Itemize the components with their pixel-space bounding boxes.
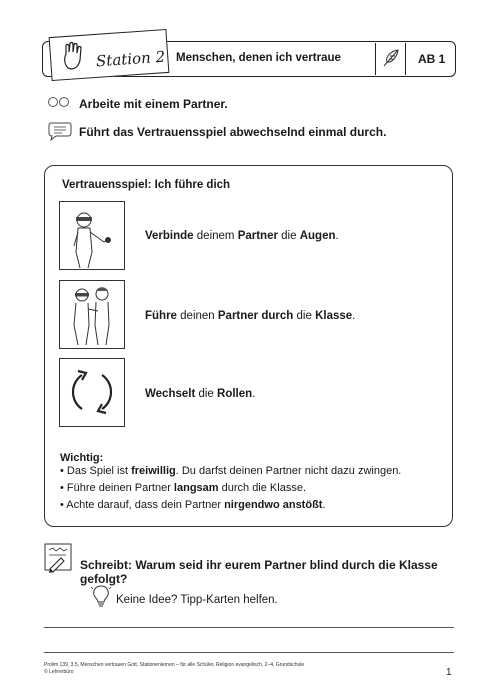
page-title: Menschen, denen ich vertraue bbox=[176, 52, 341, 64]
step-2 bbox=[145, 310, 355, 322]
header-divider bbox=[405, 43, 406, 75]
bold-text: freiwillig bbox=[131, 465, 176, 477]
text: . bbox=[352, 310, 356, 322]
partner-icon bbox=[47, 96, 71, 108]
rotate-arrows-icon bbox=[60, 359, 124, 426]
feather-icon bbox=[381, 47, 401, 69]
guiding-picture bbox=[59, 280, 125, 349]
step-3 bbox=[145, 388, 255, 400]
footer-line-2: © Lehrerbüro bbox=[44, 668, 74, 675]
instruction-game: Führt das Vertrauensspiel abwechselnd einmal durch. bbox=[79, 125, 387, 139]
bullet-1 bbox=[60, 465, 401, 477]
hint-text: Keine Idee? Tipp-Karten helfen. bbox=[116, 594, 278, 606]
page-number: 1 bbox=[446, 667, 452, 678]
blindfold-picture bbox=[59, 201, 125, 270]
text: • Führe deinen Partner bbox=[60, 482, 174, 494]
text: • Das Spiel ist bbox=[60, 465, 132, 477]
bold-text: Rollen bbox=[217, 388, 253, 400]
write-line bbox=[44, 627, 454, 628]
lightbulb-icon bbox=[90, 583, 112, 609]
switch-roles-picture bbox=[59, 358, 125, 427]
text: durch die Klasse. bbox=[218, 482, 306, 494]
text: . Du darfst deinen Partner nicht dazu zwingen. bbox=[175, 465, 402, 477]
text: . bbox=[322, 499, 326, 511]
bullet-3 bbox=[60, 499, 326, 511]
bold-text: Klasse bbox=[315, 310, 353, 322]
bold-text: Partner durch bbox=[217, 310, 294, 322]
bold-text: Verbinde bbox=[145, 230, 194, 242]
writing-prompt: Schreibt: Warum seid ihr eurem Partner blind durch die Klasse gefolgt? bbox=[80, 558, 438, 586]
text: deinem bbox=[193, 230, 238, 242]
bold-text: Wechselt bbox=[145, 388, 196, 400]
bold-text: Augen bbox=[299, 230, 336, 242]
speech-bubble-icon bbox=[47, 121, 73, 141]
text: . bbox=[252, 388, 256, 400]
write-line bbox=[44, 652, 454, 653]
bold-text: Führe bbox=[145, 310, 177, 322]
two-persons-icon bbox=[60, 281, 124, 348]
header-divider bbox=[375, 43, 376, 75]
text: die bbox=[277, 230, 300, 242]
footer-line-1: Prolim 139, 3.5, Menschen vertrauen Gott, Stationenlernen – für alle Schüler, Religion evangelisch, 2–4, Grundschule bbox=[44, 662, 305, 668]
bullet-2 bbox=[60, 482, 306, 494]
blindfold-person-icon bbox=[60, 202, 124, 269]
bold-text: nirgendwo anstößt bbox=[224, 499, 323, 511]
text: deinen bbox=[176, 310, 218, 322]
text: die bbox=[195, 388, 218, 400]
hand-icon bbox=[60, 40, 86, 72]
bold-text: langsam bbox=[173, 482, 219, 494]
wichtig-heading: Wichtig: bbox=[60, 452, 104, 464]
bold-text: Partner bbox=[237, 230, 278, 242]
text: die bbox=[293, 310, 316, 322]
text: . bbox=[335, 230, 339, 242]
ab-label: AB 1 bbox=[418, 52, 446, 66]
writing-icon bbox=[44, 543, 74, 575]
step-1 bbox=[145, 230, 339, 242]
text: • Achte darauf, dass dein Partner bbox=[60, 499, 225, 511]
footer-credit bbox=[44, 662, 344, 675]
panel-title: Vertrauensspiel: Ich führe dich bbox=[62, 179, 231, 191]
station-label: Station 2 bbox=[95, 47, 166, 71]
instruction-partner: Arbeite mit einem Partner. bbox=[79, 97, 228, 111]
